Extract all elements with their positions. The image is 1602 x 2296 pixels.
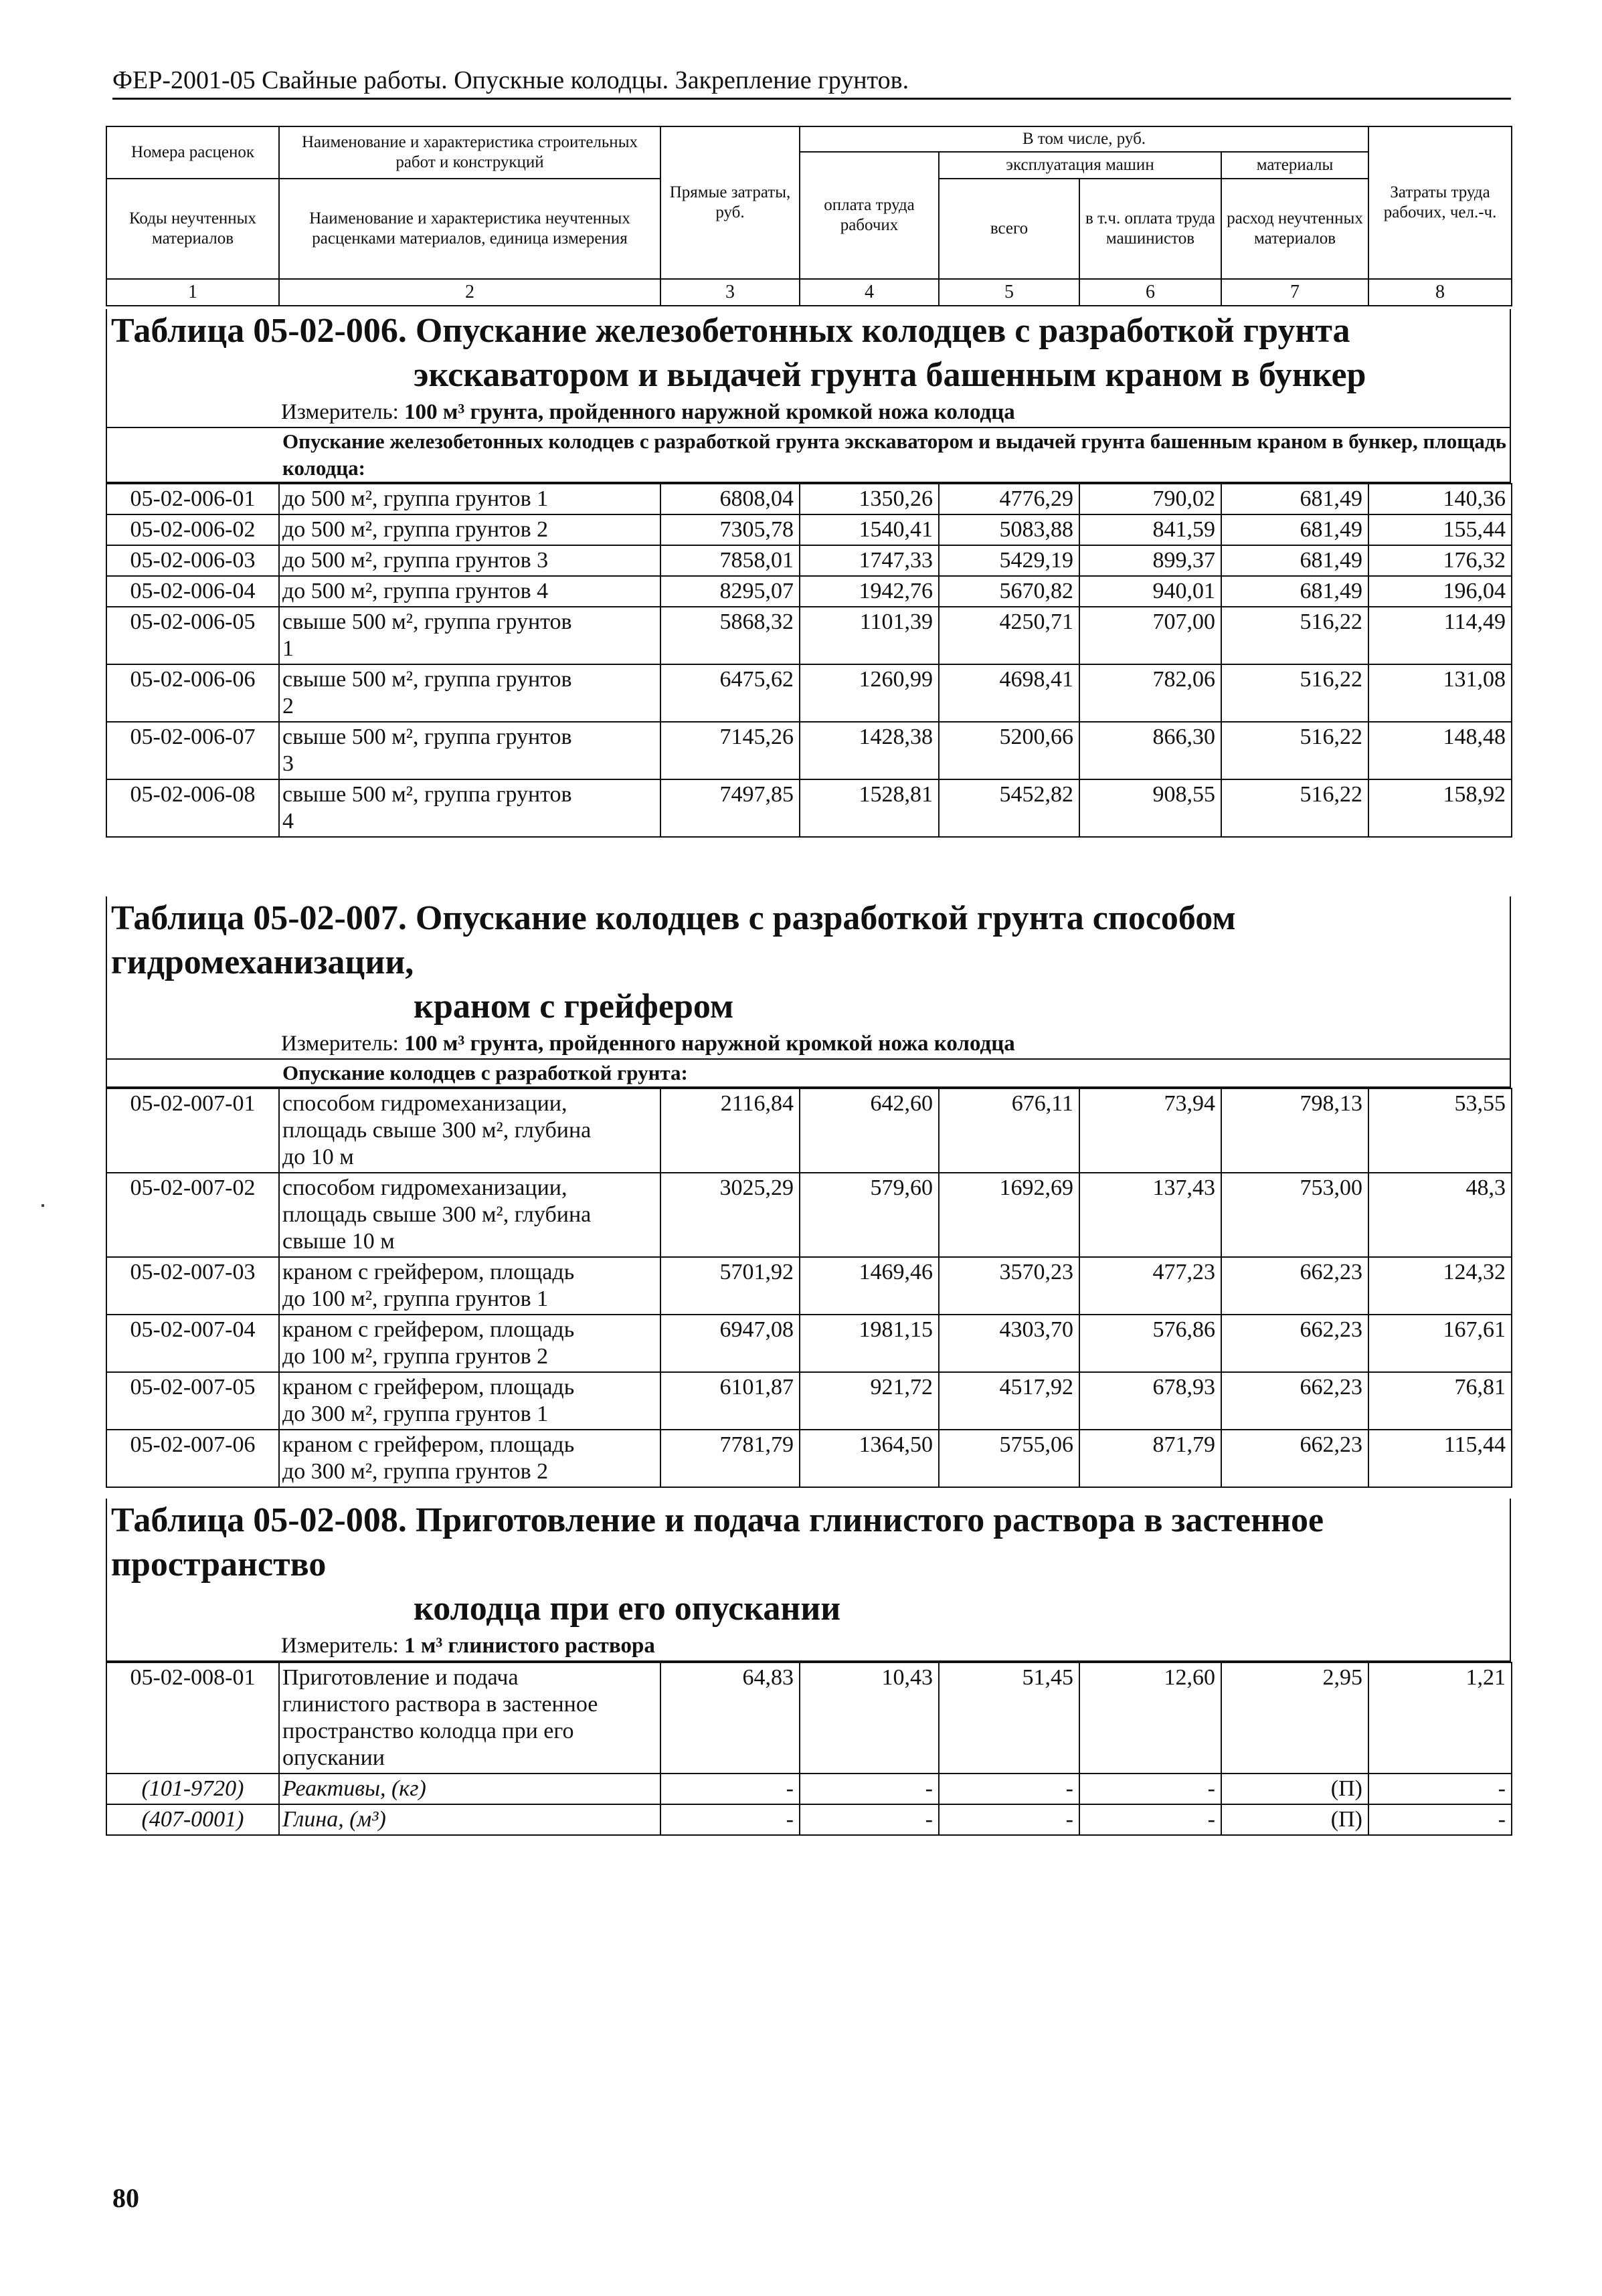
row-materials-usage: 681,49: [1221, 576, 1368, 607]
row-direct-costs: -: [660, 1774, 800, 1804]
page-header: ФЕР-2001-05 Свайные работы. Опускные колодцы. Закрепление грунтов.: [112, 66, 1511, 100]
measure-line: [107, 397, 1510, 428]
row-machines-total: -: [939, 1804, 1079, 1835]
row-machines-total: 5670,82: [939, 576, 1079, 607]
header-name-top: Наименование и характеристика строительных работ и конструкций: [279, 126, 660, 179]
row-labor-hours: 148,48: [1368, 722, 1512, 779]
table-row: [106, 1430, 1512, 1487]
row-machinist-wages: 790,02: [1079, 484, 1221, 514]
row-name-line: свыше 500 м², группа грунтов: [282, 782, 572, 807]
row-direct-costs: 2116,84: [660, 1088, 800, 1173]
section-title-line2: краном с грейфером: [414, 987, 734, 1026]
row-name-line: до 300 м², группа грунтов 1: [282, 1402, 549, 1426]
row-name-line: Реактивы, (кг): [282, 1776, 426, 1801]
row-name: [279, 1774, 660, 1804]
row-machines-total: 4698,41: [939, 664, 1079, 722]
row-labor-hours: 76,81: [1368, 1372, 1512, 1430]
rows-table: [106, 1662, 1512, 1836]
row-wages: 10,43: [800, 1662, 939, 1774]
row-name-line: глинистого раствора в застенное: [282, 1692, 598, 1717]
section-title: [107, 309, 1510, 397]
row-materials-usage: 753,00: [1221, 1173, 1368, 1257]
table-row: [106, 1774, 1512, 1804]
row-direct-costs: 7145,26: [660, 722, 800, 779]
row-direct-costs: 3025,29: [660, 1173, 800, 1257]
row-machines-total: 676,11: [939, 1088, 1079, 1173]
row-wages: 1942,76: [800, 576, 939, 607]
row-machines-total: -: [939, 1774, 1079, 1804]
header-machines-total: всего: [939, 179, 1079, 279]
row-name: [279, 664, 660, 722]
row-name: [279, 1257, 660, 1315]
header-labor-hours: Затраты труда рабочих, чел.-ч.: [1368, 126, 1512, 279]
row-code: (407-0001): [106, 1804, 279, 1835]
row-code: 05-02-006-02: [106, 514, 279, 545]
header-group-machines: эксплуатация машин: [939, 152, 1221, 179]
row-name: [279, 1315, 660, 1372]
section-title-line2: экскаватором и выдачей грунта башенным краном в бункер: [414, 356, 1366, 394]
col-num: 2: [279, 279, 660, 306]
row-machines-total: 5200,66: [939, 722, 1079, 779]
row-code: 05-02-006-07: [106, 722, 279, 779]
row-wages: 1747,33: [800, 545, 939, 576]
row-machinist-wages: 707,00: [1079, 607, 1221, 664]
row-code: 05-02-006-03: [106, 545, 279, 576]
table-row: [106, 1088, 1512, 1173]
row-name-line: до 500 м², группа грунтов 1: [282, 486, 549, 511]
measure-prefix: Измеритель:: [281, 400, 405, 424]
header-group-materials: материалы: [1221, 152, 1368, 179]
row-machines-total: 1692,69: [939, 1173, 1079, 1257]
row-labor-hours: 158,92: [1368, 779, 1512, 837]
row-name-line: площадь свыше 300 м², глубина: [282, 1118, 592, 1143]
row-code: 05-02-007-02: [106, 1173, 279, 1257]
row-wages: 921,72: [800, 1372, 939, 1430]
header-group-main: В том числе, руб.: [800, 126, 1368, 152]
col-num: 8: [1368, 279, 1512, 306]
row-name-line: свыше 500 м², группа грунтов: [282, 725, 572, 749]
row-materials-usage: 516,22: [1221, 779, 1368, 837]
row-name-line: до 500 м², группа грунтов 2: [282, 517, 549, 542]
row-machinist-wages: 137,43: [1079, 1173, 1221, 1257]
row-direct-costs: 6947,08: [660, 1315, 800, 1372]
row-name-line: Приготовление и подача: [282, 1665, 519, 1690]
row-code: 05-02-007-03: [106, 1257, 279, 1315]
row-name: [279, 1173, 660, 1257]
row-materials-usage: 681,49: [1221, 514, 1368, 545]
row-machines-total: 5429,19: [939, 545, 1079, 576]
row-name-line: свыше 500 м², группа грунтов: [282, 667, 572, 692]
row-wages: 1469,46: [800, 1257, 939, 1315]
measure-value: 100 м³ грунта, пройденного наружной кромкой ножа колодца: [404, 1032, 1015, 1056]
row-name-line: до 300 м², группа грунтов 2: [282, 1459, 549, 1484]
row-name-line: пространство колодца при его: [282, 1719, 574, 1743]
header-direct-costs: Прямые затраты, руб.: [660, 126, 800, 279]
row-direct-costs: 64,83: [660, 1662, 800, 1774]
row-name-line: до 10 м: [282, 1145, 354, 1169]
column-numbers-row: [106, 279, 1512, 306]
row-code: 05-02-008-01: [106, 1662, 279, 1774]
row-name-line: 1: [282, 636, 294, 661]
table-row: [106, 1257, 1512, 1315]
row-labor-hours: 53,55: [1368, 1088, 1512, 1173]
row-name-line: площадь свыше 300 м², глубина: [282, 1202, 592, 1227]
measure-value: 1 м³ глинистого раствора: [404, 1634, 655, 1658]
row-materials-usage: 662,23: [1221, 1315, 1368, 1372]
row-name-line: до 500 м², группа грунтов 3: [282, 548, 549, 573]
row-machinist-wages: 576,86: [1079, 1315, 1221, 1372]
row-name: [279, 545, 660, 576]
row-materials-usage: 662,23: [1221, 1372, 1368, 1430]
subheading: Опускание железобетонных колодцев с разработкой грунта экскаватором и выдачей грунта башенным краном в бункер, площадь колодца:: [107, 428, 1510, 483]
row-machinist-wages: 940,01: [1079, 576, 1221, 607]
row-wages: 1101,39: [800, 607, 939, 664]
row-direct-costs: 7781,79: [660, 1430, 800, 1487]
row-machines-total: 4776,29: [939, 484, 1079, 514]
section-title: [107, 1499, 1510, 1631]
row-materials-usage: 798,13: [1221, 1088, 1368, 1173]
table-row: [106, 1173, 1512, 1257]
row-name: [279, 1430, 660, 1487]
row-direct-costs: 6475,62: [660, 664, 800, 722]
table-row: [106, 664, 1512, 722]
row-name: [279, 1662, 660, 1774]
row-wages: -: [800, 1774, 939, 1804]
row-labor-hours: 114,49: [1368, 607, 1512, 664]
row-materials-usage: 662,23: [1221, 1430, 1368, 1487]
header-materials-usage: расход неучтенных материалов: [1221, 179, 1368, 279]
table-row: [106, 576, 1512, 607]
row-materials-usage: 662,23: [1221, 1257, 1368, 1315]
section-title-line1: Таблица 05-02-007. Опускание колодцев с разработкой грунта способом гидромеханизации,: [111, 899, 1236, 981]
table-row: [106, 1662, 1512, 1774]
row-machines-total: 4303,70: [939, 1315, 1079, 1372]
row-machines-total: 5755,06: [939, 1430, 1079, 1487]
row-name-line: краном с грейфером, площадь: [282, 1260, 575, 1284]
row-code: 05-02-006-01: [106, 484, 279, 514]
row-name: [279, 514, 660, 545]
row-name: [279, 722, 660, 779]
header-codes-top: Номера расценок: [106, 126, 279, 179]
row-name-line: краном с грейфером, площадь: [282, 1375, 575, 1400]
table-05-02-006: [106, 309, 1511, 838]
row-name-line: способом гидромеханизации,: [282, 1091, 567, 1116]
row-labor-hours: 155,44: [1368, 514, 1512, 545]
row-labor-hours: 48,3: [1368, 1173, 1512, 1257]
row-direct-costs: 5868,32: [660, 607, 800, 664]
row-code: 05-02-007-04: [106, 1315, 279, 1372]
rows-table: [106, 1088, 1512, 1488]
row-code: 05-02-007-06: [106, 1430, 279, 1487]
row-materials-usage: 516,22: [1221, 722, 1368, 779]
row-code: 05-02-007-01: [106, 1088, 279, 1173]
row-wages: 1350,26: [800, 484, 939, 514]
row-direct-costs: 5701,92: [660, 1257, 800, 1315]
row-name-line: свыше 10 м: [282, 1229, 395, 1254]
row-name-line: до 100 м², группа грунтов 1: [282, 1286, 549, 1311]
row-materials-usage: 2,95: [1221, 1662, 1368, 1774]
row-name-line: краном с грейфером, площадь: [282, 1317, 575, 1342]
row-machinist-wages: 678,93: [1079, 1372, 1221, 1430]
col-num: 1: [106, 279, 279, 306]
row-wages: 1981,15: [800, 1315, 939, 1372]
header-codes-bottom: Коды неучтенных материалов: [106, 179, 279, 279]
row-wages: 1260,99: [800, 664, 939, 722]
table-05-02-008: [106, 1499, 1511, 1836]
header-wages: оплата труда рабочих: [800, 152, 939, 279]
row-materials-usage: 516,22: [1221, 664, 1368, 722]
row-machinist-wages: 782,06: [1079, 664, 1221, 722]
header-name-bottom: Наименование и характеристика неучтенных расценками материалов, единица измерения: [279, 179, 660, 279]
row-machinist-wages: 841,59: [1079, 514, 1221, 545]
row-labor-hours: 176,32: [1368, 545, 1512, 576]
row-name: [279, 607, 660, 664]
section-title: [107, 896, 1510, 1029]
header-machinist-wages: в т.ч. оплата труда машинистов: [1079, 179, 1221, 279]
row-name: [279, 1804, 660, 1835]
row-machinist-wages: 899,37: [1079, 545, 1221, 576]
col-num: 5: [939, 279, 1079, 306]
table-row: [106, 1372, 1512, 1430]
page-number: 80: [112, 2183, 139, 2213]
row-wages: 1428,38: [800, 722, 939, 779]
section-title-line2: колодца при его опускании: [414, 1590, 841, 1628]
row-machinist-wages: -: [1079, 1804, 1221, 1835]
row-code: 05-02-006-06: [106, 664, 279, 722]
row-materials-usage: (П): [1221, 1774, 1368, 1804]
table-row: [106, 514, 1512, 545]
row-wages: 1364,50: [800, 1430, 939, 1487]
row-labor-hours: 124,32: [1368, 1257, 1512, 1315]
row-machinist-wages: -: [1079, 1774, 1221, 1804]
section-title-line1: Таблица 05-02-008. Приготовление и подача глинистого раствора в застенное пространство: [111, 1501, 1324, 1584]
row-materials-usage: 681,49: [1221, 484, 1368, 514]
row-machinist-wages: 908,55: [1079, 779, 1221, 837]
row-direct-costs: 7305,78: [660, 514, 800, 545]
row-wages: -: [800, 1804, 939, 1835]
col-num: 3: [660, 279, 800, 306]
row-machinist-wages: 871,79: [1079, 1430, 1221, 1487]
row-materials-usage: (П): [1221, 1804, 1368, 1835]
row-wages: 642,60: [800, 1088, 939, 1173]
row-direct-costs: 7497,85: [660, 779, 800, 837]
subheading: Опускание колодцев с разработкой грунта:: [107, 1060, 1510, 1088]
row-name-line: свыше 500 м², группа грунтов: [282, 609, 572, 634]
row-wages: 579,60: [800, 1173, 939, 1257]
row-name-line: до 500 м², группа грунтов 4: [282, 579, 549, 603]
table-05-02-007: [106, 896, 1511, 1488]
measure-line: [107, 1029, 1510, 1060]
row-materials-usage: 516,22: [1221, 607, 1368, 664]
row-name-line: 3: [282, 751, 294, 776]
row-machines-total: 4517,92: [939, 1372, 1079, 1430]
row-code: (101-9720): [106, 1774, 279, 1804]
row-name: [279, 484, 660, 514]
measure-value: 100 м³ грунта, пройденного наружной кромкой ножа колодца: [404, 400, 1015, 424]
col-num: 7: [1221, 279, 1368, 306]
col-num: 6: [1079, 279, 1221, 306]
row-machinist-wages: 73,94: [1079, 1088, 1221, 1173]
row-materials-usage: 681,49: [1221, 545, 1368, 576]
row-name-line: 2: [282, 694, 294, 719]
row-name-line: краном с грейфером, площадь: [282, 1432, 575, 1457]
section-title-line1: Таблица 05-02-006. Опускание железобетонных колодцев с разработкой грунта: [111, 312, 1350, 350]
row-name: [279, 779, 660, 837]
row-machines-total: 3570,23: [939, 1257, 1079, 1315]
row-machinist-wages: 477,23: [1079, 1257, 1221, 1315]
row-name: [279, 576, 660, 607]
row-labor-hours: 131,08: [1368, 664, 1512, 722]
table-row: [106, 484, 1512, 514]
scan-speck: [41, 1204, 44, 1207]
row-machines-total: 5083,88: [939, 514, 1079, 545]
measure-prefix: Измеритель:: [281, 1634, 405, 1658]
row-name-line: опускании: [282, 1745, 385, 1770]
row-machinist-wages: 12,60: [1079, 1662, 1221, 1774]
row-name-line: 4: [282, 809, 294, 834]
table-row: [106, 1315, 1512, 1372]
measure-line: [107, 1631, 1510, 1662]
row-labor-hours: 167,61: [1368, 1315, 1512, 1372]
measure-prefix: Измеритель:: [281, 1032, 405, 1056]
row-direct-costs: 6808,04: [660, 484, 800, 514]
row-name-line: до 100 м², группа грунтов 2: [282, 1344, 549, 1369]
column-header-table: [106, 126, 1512, 306]
table-row: [106, 779, 1512, 837]
row-code: 05-02-006-08: [106, 779, 279, 837]
row-labor-hours: 1,21: [1368, 1662, 1512, 1774]
row-direct-costs: -: [660, 1804, 800, 1835]
rows-table: [106, 483, 1512, 838]
row-code: 05-02-006-04: [106, 576, 279, 607]
row-machines-total: 51,45: [939, 1662, 1079, 1774]
row-code: 05-02-007-05: [106, 1372, 279, 1430]
row-direct-costs: 7858,01: [660, 545, 800, 576]
row-labor-hours: 196,04: [1368, 576, 1512, 607]
row-wages: 1528,81: [800, 779, 939, 837]
row-machines-total: 4250,71: [939, 607, 1079, 664]
row-direct-costs: 6101,87: [660, 1372, 800, 1430]
row-labor-hours: 140,36: [1368, 484, 1512, 514]
table-row: [106, 607, 1512, 664]
row-labor-hours: -: [1368, 1774, 1512, 1804]
row-name: [279, 1372, 660, 1430]
table-row: [106, 1804, 1512, 1835]
row-labor-hours: 115,44: [1368, 1430, 1512, 1487]
row-machinist-wages: 866,30: [1079, 722, 1221, 779]
row-machines-total: 5452,82: [939, 779, 1079, 837]
row-name: [279, 1088, 660, 1173]
row-wages: 1540,41: [800, 514, 939, 545]
row-labor-hours: -: [1368, 1804, 1512, 1835]
table-row: [106, 545, 1512, 576]
row-direct-costs: 8295,07: [660, 576, 800, 607]
table-row: [106, 722, 1512, 779]
col-num: 4: [800, 279, 939, 306]
row-name-line: способом гидромеханизации,: [282, 1175, 567, 1200]
row-name-line: Глина, (м³): [282, 1807, 386, 1832]
row-code: 05-02-006-05: [106, 607, 279, 664]
